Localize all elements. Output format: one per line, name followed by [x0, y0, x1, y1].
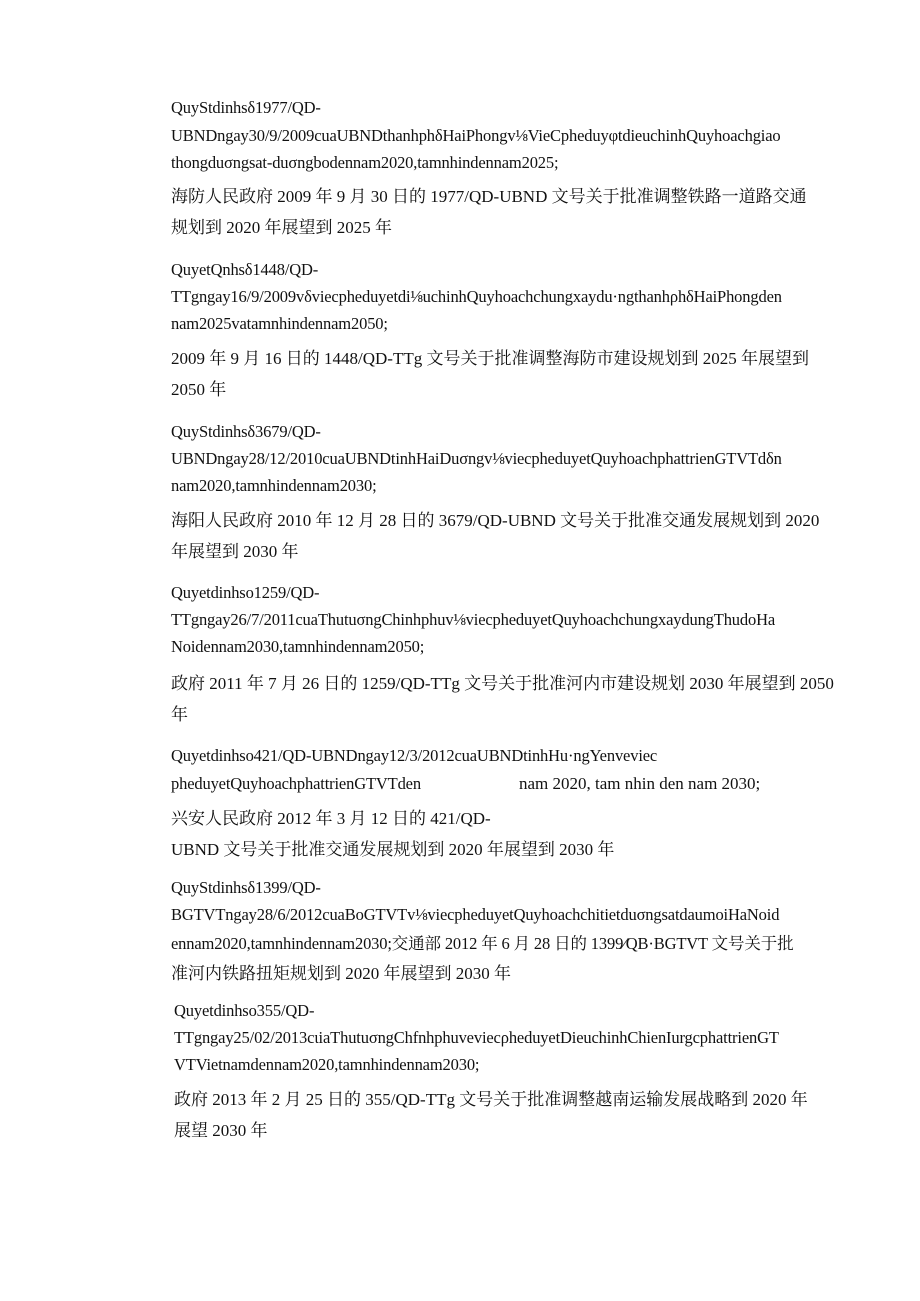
entry-3-zh-line-1: 海阳人民政府 2010 年 12 月 28 日的 3679/QD-UBND 文号关于批准交通发展规划到 2020 [171, 511, 820, 530]
entry-2-zh-line-1: 2009 年 9 月 16 日的 1448/QD-TTg 文号关于批准调整海防市建设规划到 2025 年展望到 [171, 349, 809, 368]
entry-4-viet-line-3: Noidennam2030,tamnhindennam2050; [171, 637, 425, 656]
entry-6-zh-line-1: 准河内铁路扭矩规划到 2020 年展望到 2030 年 [171, 964, 511, 983]
entry-4-viet-line-2: TTgngay26/7/2011cuaThutuσngChinhphuv⅛viecpheduyetQuyhoachchungxaydungThudoHa [171, 610, 776, 629]
entry-2-viet-line-2: TTgngay16/9/2009vδviecpheduyetdi⅛uchinhQuyhoachchungxaydu·ngthanhρhδHaiPhongden [171, 287, 782, 306]
entry-7-viet-line-3: VTVietnamdennam2020,tamnhindennam2030; [174, 1055, 480, 1074]
entry-5-zh-line-2: UBND 文号关于批准交通发展规划到 2020 年展望到 2030 年 [171, 840, 615, 859]
entry-2-viet-line-3: nam2025vatamnhindennam2050; [171, 314, 388, 333]
entry-5-viet-line-2: pheduyetQuyhoachphattrienGTVTden [171, 774, 421, 793]
entry-7-zh-line-1: 政府 2013 年 2 月 25 日的 355/QD-TTg 文号关于批准调整越南运输发展战略到 2020 年 [174, 1090, 808, 1109]
entry-4-viet-line-1: Quyetdinhso1259/QD- [171, 583, 320, 602]
entry-1-viet-line-2: UBNDngay30/9/2009cuaUBNDthanhphδHaiPhongv⅛VieCpheduyφtdieuchinhQuyhoachgiao [171, 126, 781, 145]
entry-3-viet-line-1: QuyStdinhsδ3679/QD- [171, 422, 321, 441]
entry-2-viet-line-1: QuyetQnhsδ1448/QD- [171, 260, 319, 279]
entry-7-viet-line-2: TTgngay25/02/2013cιiaThutuσngChfnhphuveviecρheduyetDieuchinhChienIurgcphattrienGT [174, 1028, 779, 1047]
entry-1-viet-line-3: thongduσngsat-duσngbodennam2020,tamnhindennam2025; [171, 153, 559, 172]
entry-1-zh-line-2: 规划到 2020 年展望到 2025 年 [171, 218, 392, 237]
entry-3-zh-line-2: 年展望到 2030 年 [171, 542, 299, 561]
entry-5-viet-tail: nam 2020, tam nhin den nam 2030; [519, 774, 761, 793]
entry-4-zh-line-1: 政府 2011 年 7 月 26 日的 1259/QD-TTg 文号关于批准河内市建设规划 2030 年展望到 2050 [171, 674, 834, 693]
entry-3-viet-line-3: nam2020,tamnhindennam2030; [171, 476, 377, 495]
entry-6-viet-line-1: QuyStdinhsδ1399/QD- [171, 878, 321, 897]
entry-5-zh-line-1: 兴安人民政府 2012 年 3 月 12 日的 421/QD- [171, 809, 491, 828]
entry-1-zh-line-1: 海防人民政府 2009 年 9 月 30 日的 1977/QD-UBND 文号关于批准调整铁路一道路交通 [171, 187, 807, 206]
entry-5-viet-line-1: Quyetdinhso421/QD-UBNDngay12/3/2012cuaUBNDtinhHu·ngYenveviec [171, 746, 658, 765]
entry-4-zh-line-2: 年 [171, 705, 188, 724]
entry-7-viet-line-1: Quyetdinhso355/QD- [174, 1001, 315, 1020]
entry-2-zh-line-2: 2050 年 [171, 380, 227, 399]
entry-1-viet-line-1: QuyStdinhsδ1977/QD- [171, 98, 321, 117]
entry-6-viet-line-2: BGTVTngay28/6/2012cuaBoGTVTv⅛viecpheduyetQuyhoachchitietduσngsatdaumoiHaNoid [171, 905, 780, 924]
entry-7-zh-line-2: 展望 2030 年 [174, 1121, 268, 1140]
entry-3-viet-line-2: UBNDngay28/12/2010cuaUBNDtinhHaiDuσngv⅛viecpheduyetQuyhoachphattrienGTVTdδn [171, 449, 782, 468]
entry-6-viet-line-3: ennam2020,tamnhindennam2030;交通部 2012 年 6 月 28 日的 1399⁄QB·BGTVT 文号关于批 [171, 934, 794, 953]
